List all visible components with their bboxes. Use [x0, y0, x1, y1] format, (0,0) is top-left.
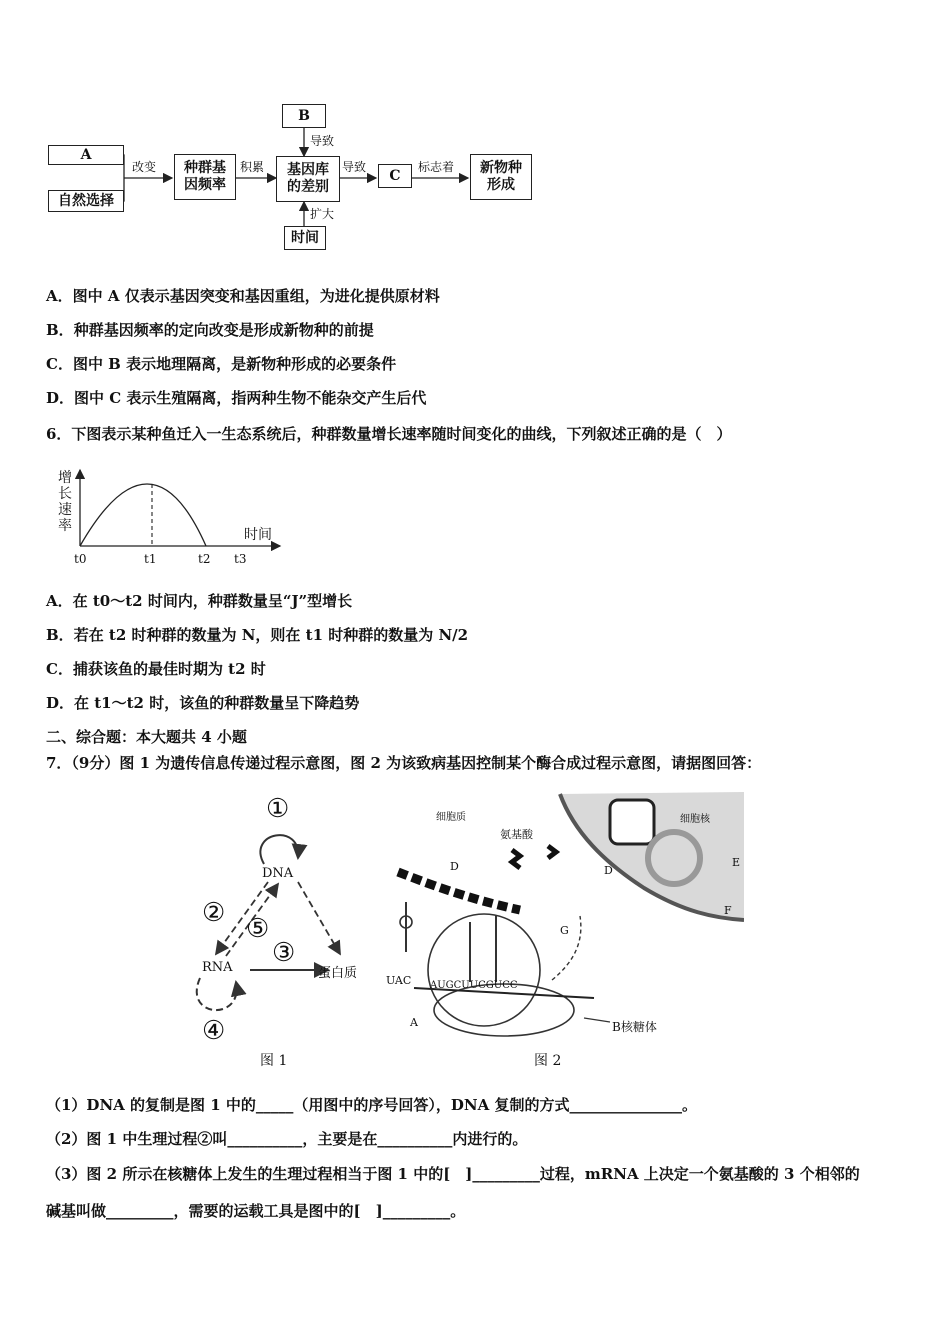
rate-curve [80, 484, 206, 546]
q5-option-d [46, 387, 426, 408]
polypeptide-chain [398, 872, 520, 910]
option-letter: C． [46, 660, 73, 678]
box-a: A [48, 145, 124, 165]
tick-t3: t3 [234, 552, 247, 566]
option-letter: A． [46, 592, 73, 610]
label-mark: 标志着 [418, 160, 455, 174]
box-new-species-line1: 新物种 [480, 160, 522, 176]
label-d-right: D [604, 864, 613, 877]
ribosome-label: B核糖体 [612, 1020, 657, 1034]
ribosome [434, 984, 574, 1036]
step-1-label: ① [266, 794, 290, 824]
box-natural-selection: 自然选择 [48, 190, 124, 212]
q6-option-c [46, 658, 266, 679]
option-letter: D． [46, 389, 75, 407]
option-letter: B． [46, 626, 74, 644]
dna-strand-box [610, 800, 654, 844]
option-text: 种群基因频率的定向改变是形成新物种的前提 [73, 321, 374, 339]
box-gene-pool-line2: 的差别 [287, 179, 329, 195]
box-gene-pool-line1: 基因库 [287, 162, 329, 178]
box-gene-frequency-line2: 因频率 [184, 177, 226, 193]
nucleus-label: 细胞核 [680, 814, 710, 825]
step-2-label: ② [202, 898, 226, 928]
x-axis-label: 时间 [244, 527, 272, 543]
q6-option-b [46, 624, 468, 645]
label-lead-c: 导致 [342, 160, 367, 174]
figure-2-caption: 图 2 [534, 1053, 562, 1069]
box-gene-frequency [174, 154, 236, 200]
y-axis-label: 增长速率 [58, 470, 72, 534]
anticodon-label: UAC [386, 974, 412, 987]
option-text: 在 t1～t2 时，该鱼的种群数量呈下降趋势 [74, 694, 360, 712]
box-b: B [282, 104, 326, 128]
option-text: 图中 C 表示生殖隔离，指两种生物不能杂交产生后代 [74, 389, 427, 407]
dna-label: DNA [262, 866, 294, 881]
q6-option-d [46, 692, 359, 713]
q7-sub-3-line-1: （3）图 2 所示在核糖体上发生的生理过程相当于图 1 中的[ ]_________过程，mRNA 上决定一个氨基酸的 3 个相邻的 [46, 1165, 860, 1183]
step-3-label: ③ [272, 938, 296, 968]
amino-acid-label: 氨基酸 [500, 828, 533, 841]
tick-t0: t0 [74, 552, 87, 566]
label-change: 改变 [132, 160, 157, 174]
option-text: 在 t0～t2 时间内，种群数量呈“J”型增长 [72, 592, 353, 610]
ribosome-zoom-circle [428, 914, 540, 1026]
amino-acid-1 [512, 850, 520, 868]
option-text: 图中 A 仅表示基因突变和基因重组，为进化提供原材料 [72, 287, 440, 305]
q6-stem: 6．下图表示某种鱼迁入一生态系统后，种群数量增长速率随时间变化的曲线，下列叙述正确的是（ ） [46, 425, 732, 443]
q7-sub-2: （2）图 1 中生理过程②叫__________，主要是在__________内进行的。 [46, 1130, 528, 1148]
box-time: 时间 [284, 226, 326, 250]
label-g: G [560, 924, 569, 937]
q7-stem: 7．（9分）图 1 为遗传信息传递过程示意图，图 2 为该致病基因控制某个酶合成过程示意图，请据图回答： [46, 754, 762, 772]
box-gene-frequency-line1: 种群基 [184, 160, 226, 176]
evolution-flow-diagram [44, 98, 534, 254]
step-4-label: ④ [202, 1016, 226, 1046]
cytoplasm-label: 细胞质 [436, 812, 466, 823]
box-new-species [470, 154, 532, 200]
label-accumulate: 积累 [240, 160, 265, 174]
figure-1-caption: 图 1 [260, 1053, 288, 1069]
label-f: F [724, 904, 732, 917]
figure-1-central-dogma [186, 792, 386, 1072]
q7-sub-1: （1）DNA 的复制是图 1 中的_____（用图中的序号回答），DNA 复制的方式_______________。 [46, 1096, 697, 1114]
box-c: C [378, 164, 412, 188]
label-lead-b: 导致 [310, 134, 335, 148]
option-text: 捕获该鱼的最佳时期为 t2 时 [72, 660, 266, 678]
box-new-species-line2: 形成 [487, 177, 515, 193]
option-letter: A． [46, 287, 73, 305]
label-d-left: D [450, 860, 459, 873]
figure-2-translation [384, 792, 744, 1072]
q6-option-a [46, 590, 352, 611]
growth-rate-chart [46, 462, 306, 574]
tick-t2: t2 [198, 552, 211, 566]
section-heading: 二、综合题：本大题共 4 小题 [46, 728, 247, 746]
option-text: 若在 t2 时种群的数量为 N，则在 t1 时种群的数量为 N/2 [73, 626, 469, 644]
option-text: 图中 B 表示地理隔离，是新物种形成的必要条件 [72, 355, 397, 373]
q7-sub-3-line-2: 碱基叫做_________，需要的运载工具是图中的[ ]_________。 [46, 1202, 466, 1220]
q5-option-b [46, 319, 374, 340]
mrna-sequence-label: AUGCUUCGUCC [430, 980, 518, 991]
option-letter: C． [46, 355, 73, 373]
rna-label: RNA [202, 960, 233, 975]
tick-t1: t1 [144, 552, 157, 566]
label-expand: 扩大 [310, 207, 335, 221]
protein-label: 蛋白质 [318, 966, 358, 981]
option-letter: B． [46, 321, 74, 339]
label-e: E [732, 856, 741, 869]
option-letter: D． [46, 694, 75, 712]
step-5-label: ⑤ [246, 914, 270, 944]
amino-acid-2 [548, 846, 556, 858]
label-a: A [410, 1016, 418, 1029]
q5-option-a [46, 285, 440, 306]
box-gene-pool-difference [276, 156, 340, 202]
q5-option-c [46, 353, 396, 374]
